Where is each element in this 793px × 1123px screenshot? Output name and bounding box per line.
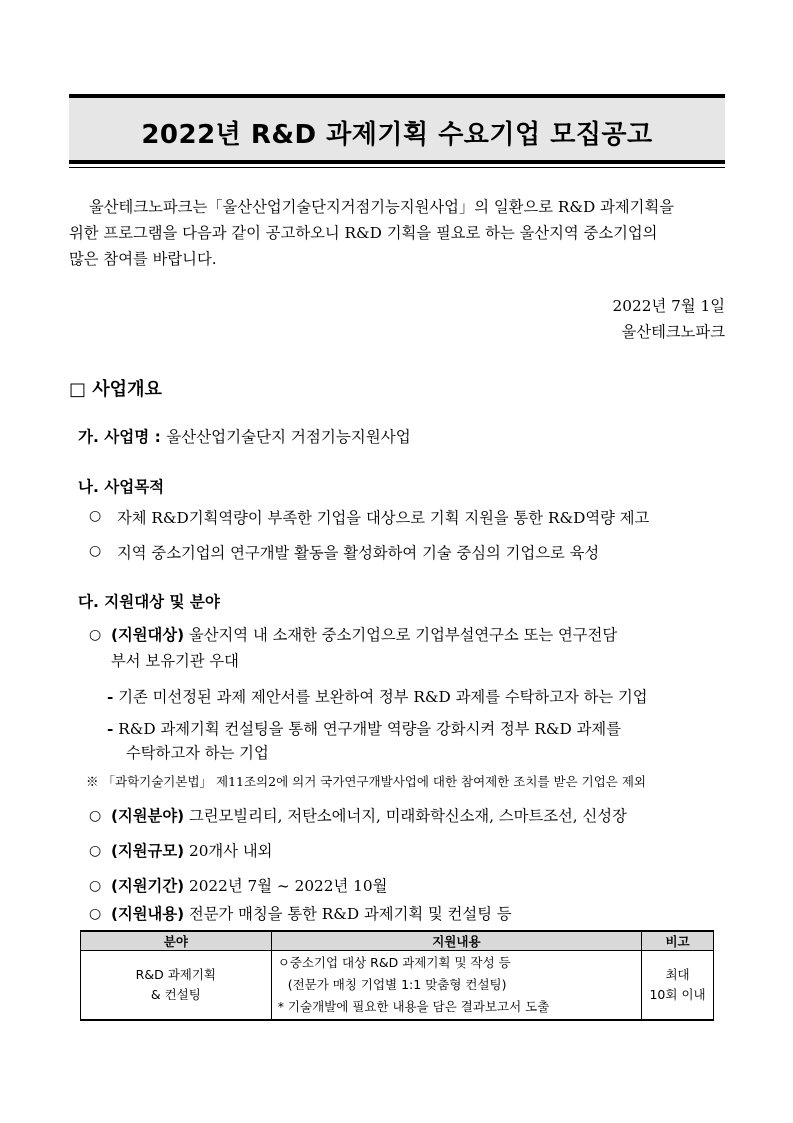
notice-date: 2022년 7월 1일 [612, 297, 725, 315]
intro-line-2: 위한 프로그램을 다음과 같이 공고하오니 R&D 기획을 필요로 하는 울산지역 중소기업의 [69, 224, 658, 242]
cell-note-line-2: 10회 이내 [649, 987, 706, 1002]
cell-field-line-2: & 컨설팅 [150, 987, 201, 1002]
section-heading [69, 375, 162, 401]
dash-item-2-text: R&D 과제기획 컨설팅을 통해 연구개발 역량을 강화시켜 정부 R&D 과제를 [118, 720, 621, 738]
bullet-icon: ○ [89, 843, 102, 859]
note-mark-icon: ※ [86, 774, 99, 789]
table-row [81, 951, 714, 1021]
content-line [111, 902, 512, 924]
dash-item-2 [107, 717, 621, 739]
item-ga-value: 울산산업기술단지 거점기능지원사업 [166, 428, 411, 446]
scale-label: (지원규모) [111, 842, 185, 860]
bullet-icon: ○ [89, 543, 102, 559]
target-text-1: 울산지역 내 소재한 중소기업으로 기업부설연구소 또는 연구전담 [188, 626, 618, 644]
organization-name: 울산테크노파크 [621, 323, 725, 341]
bullet-icon: ○ [89, 508, 102, 524]
bullet-icon: ○ [89, 808, 102, 824]
purpose-item-1: 자체 R&D기획역량이 부족한 기업을 대상으로 기획 지원을 통한 R&D역량 제고 [117, 509, 650, 527]
cell-field-line-1: R&D 과제기획 [135, 967, 217, 982]
cell-content-line-2: (전문가 매칭 기업별 1:1 맞춤형 컨설팅) [287, 977, 507, 992]
cell-note-line-1: 최대 [665, 967, 690, 982]
purpose-item-2: 지역 중소기업의 연구개발 활동을 활성화하여 기술 중심의 기업으로 육성 [117, 544, 600, 562]
cell-field [81, 951, 272, 1021]
scale-value: 20개사 내외 [188, 842, 273, 860]
dash-item-2-cont: 수탁하고자 하는 기업 [126, 744, 269, 762]
intro-paragraph [69, 194, 725, 272]
item-na-label: 나. 사업목적 [78, 478, 165, 496]
title-banner [69, 94, 725, 164]
bullet-icon: ○ [89, 878, 102, 894]
content-label: (지원내용) [111, 905, 185, 923]
header-content: 지원내용 [271, 931, 641, 951]
item-ga [78, 425, 411, 447]
cell-content-line-3: * 기술개발에 필요한 내용을 담은 결과보고서 도출 [277, 999, 550, 1014]
header-field: 분야 [81, 931, 272, 951]
dash-icon: - [107, 720, 114, 738]
field-line [111, 804, 627, 826]
header-note: 비고 [642, 931, 714, 951]
page-title: 2022년 R&D 과제기획 수요기업 모집공고 [141, 120, 653, 150]
bullet-icon: ○ [89, 906, 102, 922]
field-value: 그린모빌리티, 저탄소에너지, 미래화학신소재, 스마트조선, 신성장 [188, 807, 627, 825]
cell-content-line-1: ㅇ중소기업 대상 R&D 과제기획 및 작성 등 [277, 955, 511, 970]
period-line [111, 874, 387, 896]
note-text: 「과학기술기본법」 제11조의2에 의거 국가연구개발사업에 대한 참여제한 조치를 받은 기업은 제외 [102, 774, 646, 789]
intro-line-1 [69, 194, 725, 220]
exclusion-note [86, 772, 646, 790]
item-ga-label: 가. 사업명 : [78, 428, 161, 446]
cell-note [642, 951, 714, 1021]
dash-item-1-text: 기존 미선정된 과제 제안서를 보완하여 정부 R&D 과제를 수탁하고자 하는 기업 [118, 688, 648, 706]
target-line-1 [111, 623, 617, 645]
target-label: (지원대상) [111, 626, 185, 644]
intro-line-3: 많은 참여를 바랍니다. [69, 250, 217, 268]
intro-line-1-text: 울산테크노파크는「울산산업기술단지거점기능지원사업」의 일환으로 R&D 과제기획을 [89, 198, 674, 216]
table-header-row [81, 931, 714, 951]
field-label: (지원분야) [111, 807, 185, 825]
dash-icon: - [107, 688, 114, 706]
bullet-icon: ○ [89, 627, 102, 643]
target-line-2: 부서 보유기관 우대 [111, 652, 239, 670]
period-value: 2022년 7월 ~ 2022년 10월 [188, 877, 388, 895]
content-value: 전문가 매칭을 통한 R&D 과제기획 및 컨설팅 등 [188, 905, 512, 923]
period-label: (지원기간) [111, 877, 185, 895]
support-table [80, 930, 714, 1021]
checkbox-icon: □ [69, 379, 87, 400]
item-da-label: 다. 지원대상 및 분야 [78, 593, 220, 611]
cell-content [271, 951, 641, 1021]
dash-item-1 [107, 685, 648, 707]
scale-line [111, 839, 272, 861]
section-title: 사업개요 [92, 379, 162, 400]
